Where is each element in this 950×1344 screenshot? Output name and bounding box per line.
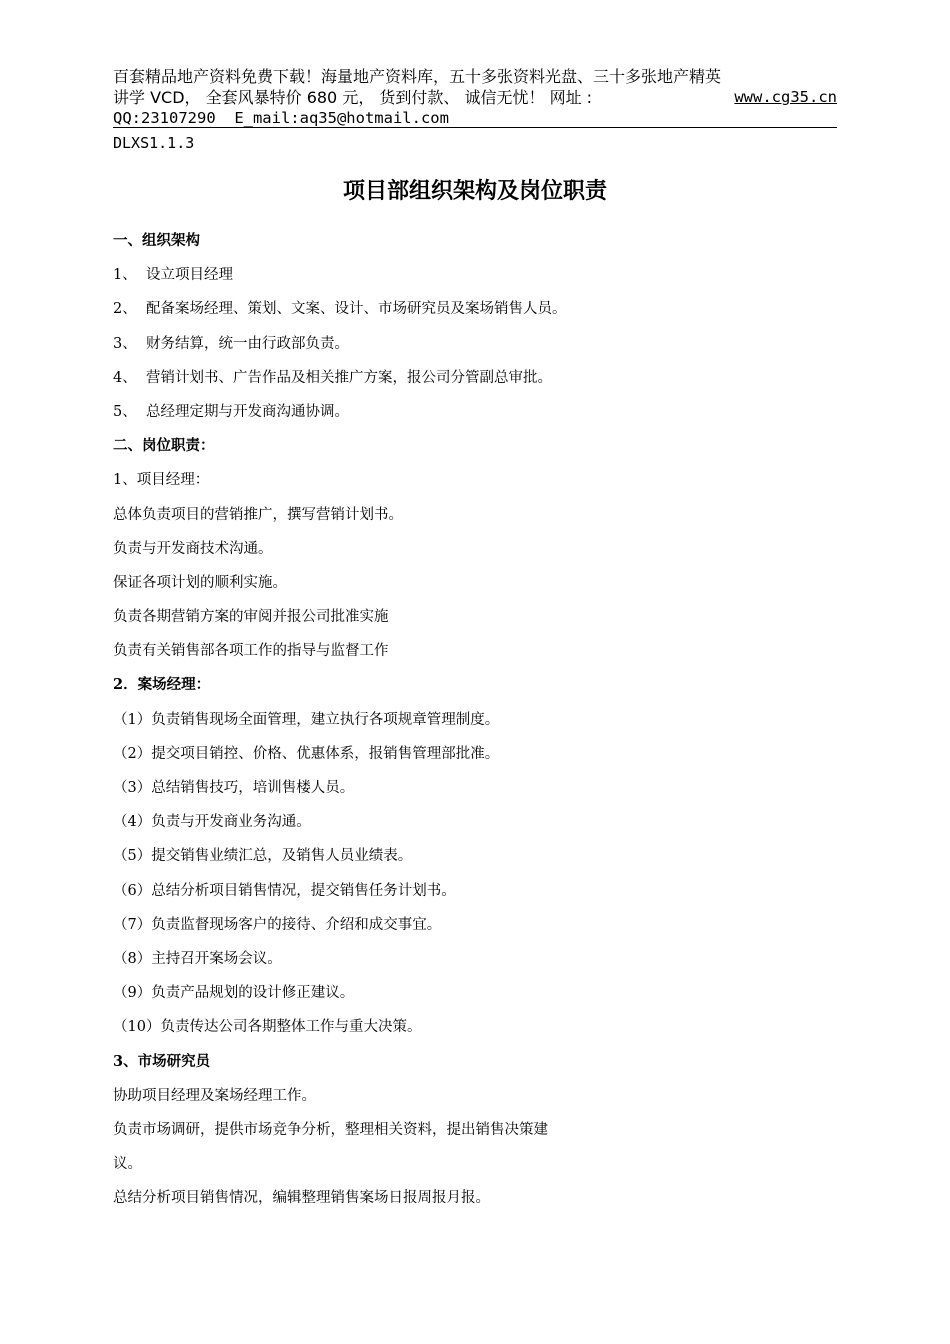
list-item: 总体负责项目的营销推广，撰写营销计划书。 [113,506,403,523]
document-code: DLXS1.1.3 [113,134,195,152]
list-item: （4）负责与开发商业务沟通。 [113,814,311,831]
header-line-2 [113,87,837,108]
page-header [113,66,837,129]
list-item: 负责市场调研，提供市场竞争分析，整理相关资料，提出销售决策建 [113,1121,548,1138]
list-item: 1、 设立项目经理 [113,267,233,284]
website-link[interactable]: www.cg35.cn [734,88,837,106]
list-item: 负责各期营销方案的审阅并报公司批准实施 [113,609,389,626]
header-line-2-text: 讲学 VCD， 全套风暴特价 680 元， 货到付款、 诚信无忧！ 网址 : [113,88,593,107]
list-item: 4、 营销计划书、广告作品及相关推广方案，报公司分管副总审批。 [113,369,552,386]
list-item: 3、 财务结算，统一由行政部负责。 [113,335,349,352]
list-item: 总结分析项目销售情况，编辑整理销售案场日报周报月报。 [113,1190,490,1207]
list-item: （10）负责传达公司各期整体工作与重大决策。 [113,1019,422,1036]
section-heading: 二、岗位职责： [113,437,215,455]
list-item: 负责有关销售部各项工作的指导与监督工作 [113,643,389,660]
list-item: （6）总结分析项目销售情况，提交销售任务计划书。 [113,882,456,899]
list-item: （8）主持召开案场会议。 [113,950,282,967]
document-title: 项目部组织架构及岗位职责 [342,178,607,204]
list-item: （1）负责销售现场全面管理，建立执行各项规章管理制度。 [113,711,500,728]
document-body [113,228,837,1219]
header-contact-line: QQ:23107290 E_mail:aq35@hotmail.com [113,109,449,127]
list-item: 协助项目经理及案场经理工作。 [113,1087,316,1104]
list-item: （5）提交销售业绩汇总，及销售人员业绩表。 [113,848,413,865]
subsection-heading: 3、市场研究员 [113,1052,211,1070]
list-item: 5、 总经理定期与开发商沟通协调。 [113,403,349,420]
subsection-heading: 1、项目经理： [113,472,210,489]
list-item: 议。 [113,1156,142,1173]
list-item: （3）总结销售技巧，培训售楼人员。 [113,780,355,796]
list-item: （9）负责产品规划的设计修正建议。 [113,985,355,1002]
list-item: 负责与开发商技术沟通。 [113,540,273,557]
list-item: （2）提交项目销控、价格、优惠体系，报销售管理部批准。 [113,745,500,762]
list-item: （7）负责监督现场客户的接待、介绍和成交事宜。 [113,916,442,933]
header-line-1: 百套精品地产资料免费下载！海量地产资料库，五十多张资料光盘、三十多张地产精英 [113,67,722,86]
list-item: 2、 配备案场经理、策划、文案、设计、市场研究员及案场销售人员。 [113,301,567,318]
list-item: 保证各项计划的顺利实施。 [113,574,287,591]
subsection-heading: 2．案场经理： [113,676,211,694]
section-heading: 一、组织架构 [113,232,200,249]
header-divider [113,127,837,128]
